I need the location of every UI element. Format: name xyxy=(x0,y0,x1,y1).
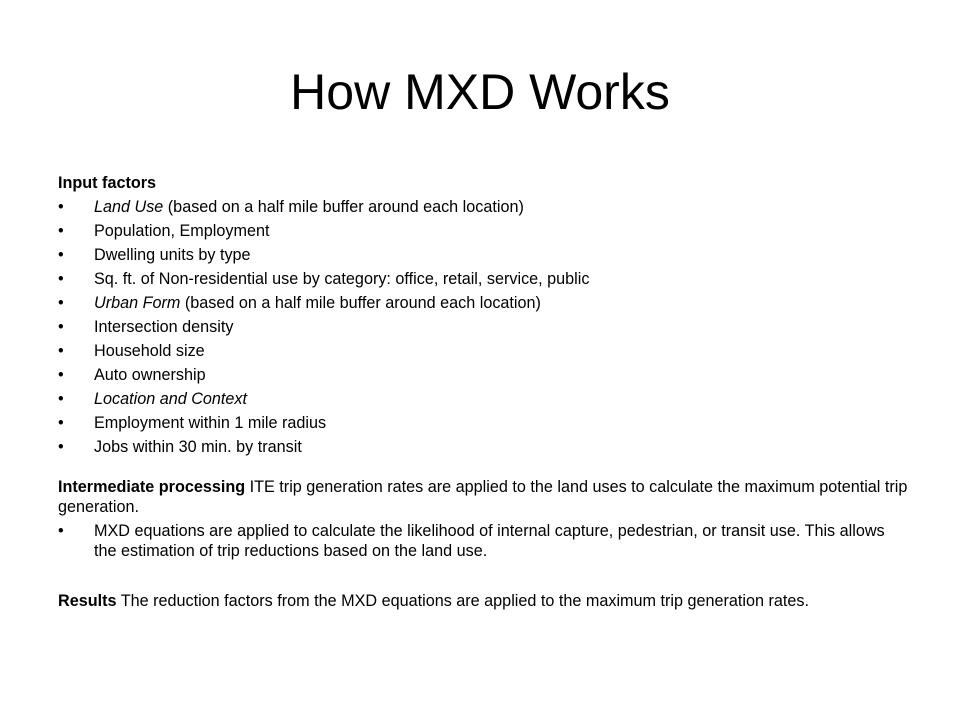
list-item-note: (based on a half mile buffer around each location) xyxy=(163,198,524,216)
slide-body xyxy=(58,171,908,611)
list-item xyxy=(58,291,908,315)
bullet-icon: • xyxy=(58,522,64,540)
intermediate-processing-heading: Intermediate processing xyxy=(58,478,246,496)
list-item-label: Sq. ft. of Non-residential use by category: office, retail, service, public xyxy=(94,270,590,288)
list-item xyxy=(58,521,908,561)
intermediate-processing-list xyxy=(58,521,908,561)
list-item xyxy=(58,195,908,219)
list-item xyxy=(58,387,908,411)
list-item-label: Employment within 1 mile radius xyxy=(94,414,327,432)
list-item-label: Population, Employment xyxy=(94,222,270,240)
bullet-icon: • xyxy=(58,438,64,456)
bullet-icon: • xyxy=(58,366,64,384)
bullet-icon: • xyxy=(58,390,64,408)
bullet-icon: • xyxy=(58,318,64,336)
bullet-icon: • xyxy=(58,294,64,312)
intermediate-processing-paragraph xyxy=(58,477,908,561)
bullet-icon: • xyxy=(58,342,64,360)
results-heading: Results xyxy=(58,592,117,610)
bullet-icon: • xyxy=(58,222,64,240)
intermediate-processing-body: ITE trip generation rates are applied to the land uses to calculate the maximum potential trip generation. xyxy=(58,478,908,516)
input-factors-list xyxy=(58,195,908,459)
results-body: The reduction factors from the MXD equations are applied to the maximum trip generation rates. xyxy=(116,592,809,610)
list-item xyxy=(58,243,908,267)
list-item xyxy=(58,435,908,459)
list-item-label: Urban Form xyxy=(94,294,181,312)
list-item xyxy=(58,411,908,435)
slide-title: How MXD Works xyxy=(290,64,670,120)
list-item-label: Land Use xyxy=(94,198,164,216)
list-item xyxy=(58,315,908,339)
list-item-label: MXD equations are applied to calculate the likelihood of internal capture, pedestrian, or transit use. This allows the estimation of trip reductions based on the land use. xyxy=(94,522,885,560)
list-item-note: (based on a half mile buffer around each location) xyxy=(180,294,541,312)
list-item-label: Jobs within 30 min. by transit xyxy=(94,438,302,456)
results-paragraph xyxy=(58,591,908,611)
list-item-label: Location and Context xyxy=(94,390,247,408)
list-item-label: Auto ownership xyxy=(94,366,206,384)
list-item-label: Dwelling units by type xyxy=(94,246,251,264)
bullet-icon: • xyxy=(58,246,64,264)
list-item xyxy=(58,267,908,291)
list-item xyxy=(58,339,908,363)
intermediate-processing-text xyxy=(58,477,908,517)
list-item-label: Intersection density xyxy=(94,318,234,336)
bullet-icon: • xyxy=(58,414,64,432)
list-item xyxy=(58,219,908,243)
input-factors-heading: Input factors xyxy=(58,174,157,192)
list-item-label: Household size xyxy=(94,342,205,360)
bullet-icon: • xyxy=(58,270,64,288)
bullet-icon: • xyxy=(58,198,64,216)
list-item xyxy=(58,363,908,387)
